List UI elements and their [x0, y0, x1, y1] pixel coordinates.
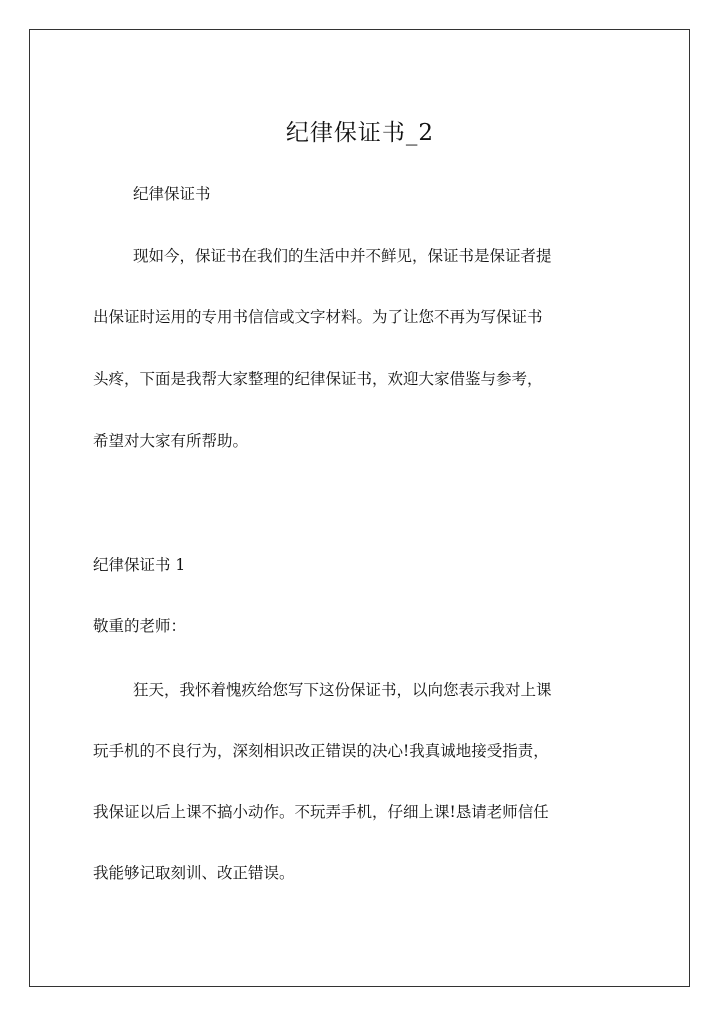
- page-border: [29, 29, 690, 987]
- paragraph-line: 现如今，保证书在我们的生活中并不鲜见，保证书是保证者提: [133, 247, 552, 265]
- paragraph-line: 我能够记取刻训、改正错误。: [93, 864, 295, 882]
- paragraph-line: 狂天，我怀着愧疚给您写下这份保证书，以向您表示我对上课: [133, 681, 552, 699]
- salutation-line: 敬重的老师：: [93, 617, 187, 635]
- paragraph-line: 希望对大家有所帮助。: [93, 432, 249, 450]
- paragraph-line: 头疼，下面是我帮大家整理的纪律保证书，欢迎大家借鉴与参考，: [93, 370, 543, 388]
- subtitle-line: 纪律保证书: [133, 185, 211, 203]
- paragraph-line: 我保证以后上课不搞小动作。不玩弄手机，仔细上课!恳请老师信任: [93, 803, 549, 821]
- paragraph-line: 出保证时运用的专用书信信或文字材料。为了让您不再为写保证书: [93, 308, 543, 326]
- document-title: 纪律保证书_2: [285, 120, 435, 146]
- paragraph-line: 玩手机的不良行为，深刻相识改正错误的决心!我真诚地接受指责，: [93, 742, 549, 760]
- section-heading: 纪律保证书 1: [93, 556, 186, 574]
